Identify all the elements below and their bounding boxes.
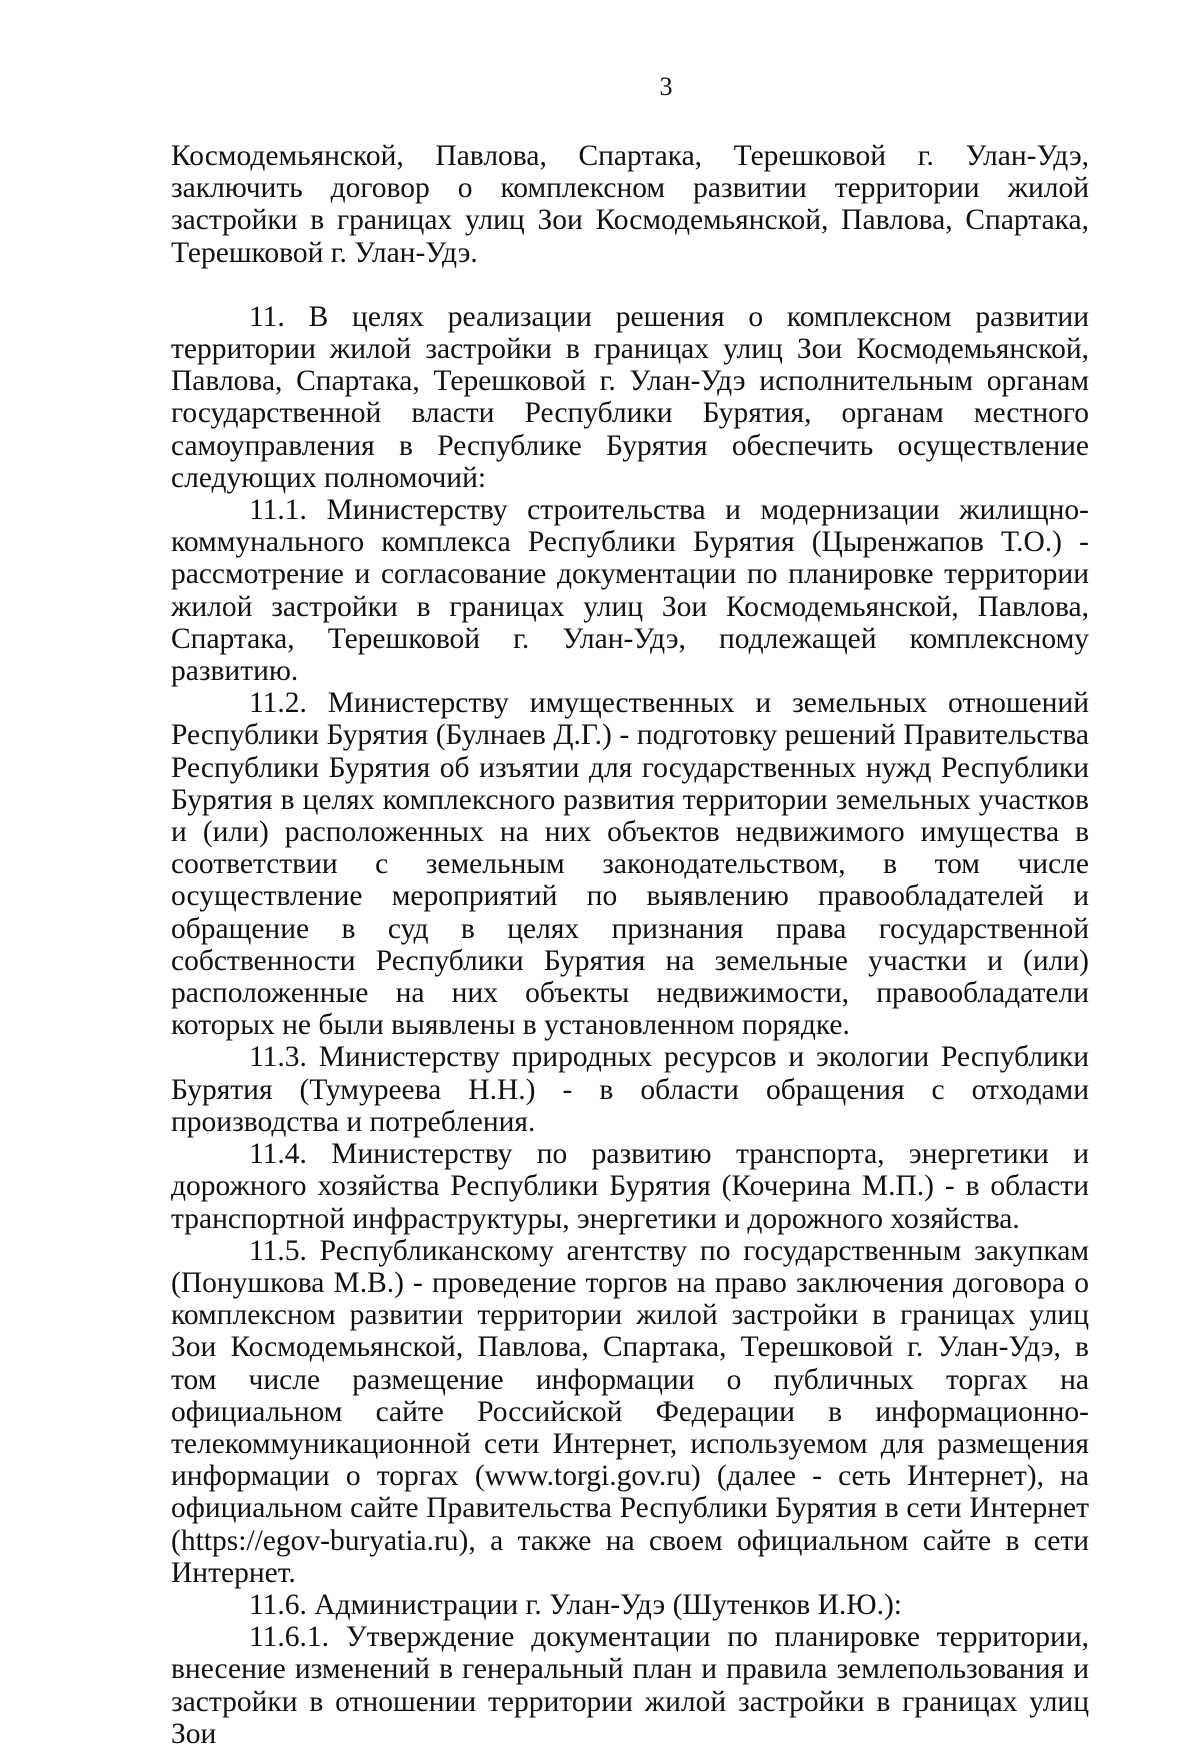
document-body <box>171 140 1089 1750</box>
paragraph-11-2: 11.2. Министерству имущественных и земельных отношений Республики Бурятия (Булнаев Д.Г.) - подготовку решений Правительства Республики Бурятия об изъятии для государственных нужд Республики Бурятия в целях комплексного развития территории земельных участков и (или) расположенных на них объектов недвижимого имущества в соответствии с земельным законодательством, в том числе осуществление мероприятий по выявлению правообладателей и обращение в суд в целях признания права государственной собственности Республики Бурятия на земельные участки и (или) расположенные на них объекты недвижимости, правообладатели которых не были выявлены в установленном порядке. <box>171 687 1089 1042</box>
paragraph-gap <box>171 269 1089 301</box>
paragraph-11-4: 11.4. Министерству по развитию транспорта, энергетики и дорожного хозяйства Республики Бурятия (Кочерина М.П.) - в области транспортной инфраструктуры, энергетики и дорожного хозяйства. <box>171 1138 1089 1235</box>
paragraph-11: 11. В целях реализации решения о комплексном развитии территории жилой застройки в границах улиц Зои Космодемьянской, Павлова, Спартака, Терешковой г. Улан-Удэ исполнительным органам государственной власти Республики Бурятия, органам местного самоуправления в Республике Бурятия обеспечить осуществление следующих полномочий: <box>171 300 1089 494</box>
paragraph-11-3: 11.3. Министерству природных ресурсов и экологии Республики Бурятия (Тумуреева Н.Н.) - в области обращения с отходами производства и потребления. <box>171 1041 1089 1138</box>
paragraph-11-5: 11.5. Республиканскому агентству по государственным закупкам (Понушкова М.В.) - проведение торгов на право заключения договора о комплексном развитии территории жилой застройки в границах улиц Зои Космодемьянской, Павлова, Спартака, Терешковой г. Улан-Удэ, в том числе размещение информации о публичных торгах на официальном сайте Российской Федерации в информационно-телекоммуникационной сети Интернет, используемом для размещения информации о торгах (www.torgi.gov.ru) (далее - сеть Интернет), на официальном сайте Правительства Республики Бурятия в сети Интернет (https://egov-buryatia.ru), а также на своем официальном сайте в сети Интернет. <box>171 1234 1089 1589</box>
paragraph-11-1: 11.1. Министерству строительства и модернизации жилищно-коммунального комплекса Республики Бурятия (Цыренжапов Т.О.) - рассмотрение и согласование документации по планировке территории жилой застройки в границах улиц Зои Космодемьянской, Павлова, Спартака, Терешковой г. Улан-Удэ, подлежащей комплексному развитию. <box>171 494 1089 688</box>
paragraph-11-6-1: 11.6.1. Утверждение документации по планировке территории, внесение изменений в генеральный план и правила землепользования и застройки в отношении территории жилой застройки в границах улиц Зои <box>171 1621 1089 1750</box>
page-number: 3 <box>659 72 673 101</box>
paragraph-11-6: 11.6. Администрации г. Улан-Удэ (Шутенков И.Ю.): <box>249 1588 902 1621</box>
paragraph-continuation: Космодемьянской, Павлова, Спартака, Терешковой г. Улан-Удэ, заключить договор о комплексном развитии территории жилой застройки в границах улиц Зои Космодемьянской, Павлова, Спартака, Терешковой г. Улан-Удэ. <box>171 140 1089 269</box>
